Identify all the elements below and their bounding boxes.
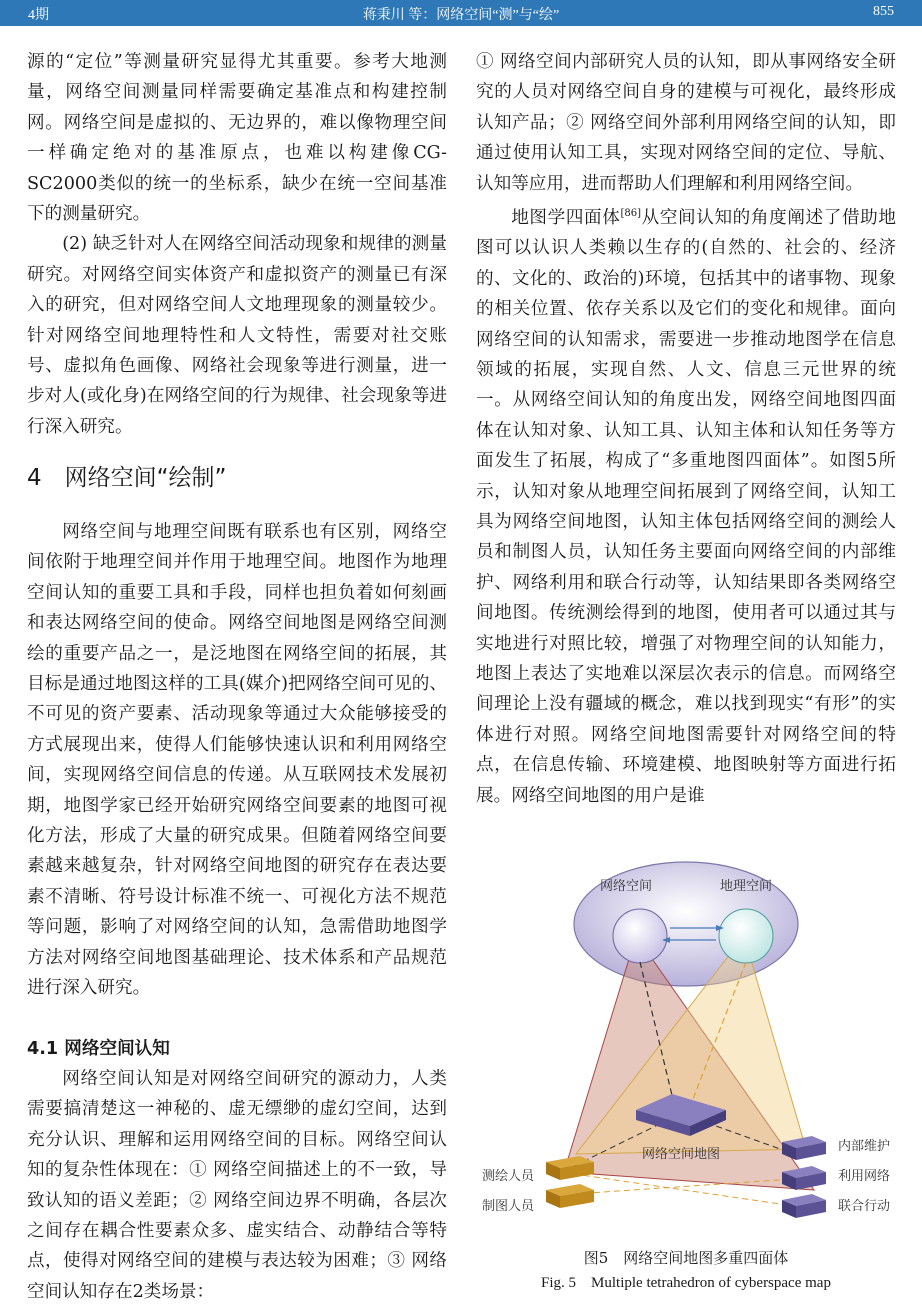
surveyor-label: 测绘人员 <box>482 1169 535 1184</box>
joint-label: 联合行动 <box>838 1199 891 1214</box>
cyberspace-label: 网络空间 <box>599 879 653 894</box>
figure-caption-en: Fig. 5 Multiple tetrahedron of cyberspace map <box>541 1275 831 1291</box>
paragraph <box>476 199 896 811</box>
geospace-sphere <box>719 909 773 963</box>
geospace-label: 地理空间 <box>719 879 773 894</box>
cartographer-box <box>546 1184 594 1208</box>
surveyor-box <box>546 1156 594 1180</box>
paragraph: ① 网络空间内部研究人员的认知，即从事网络安全研究的人员对网络空间自身的建模与可视化，最终形成认知产品；② 网络空间外部利用网络空间的认知，即通过使用认知工具，实现对网络空间的定位、导航、认知等应用，进而帮助人们理解和利用网络空间。 <box>476 52 896 194</box>
left-column-top <box>27 47 447 442</box>
maintain-label: 内部维护 <box>838 1139 891 1154</box>
page-number: 855 <box>873 4 894 19</box>
page-header <box>0 0 922 26</box>
cartographer-label: 制图人员 <box>482 1199 535 1214</box>
right-column <box>476 47 896 811</box>
joint-box <box>782 1194 826 1218</box>
figure-5 <box>476 854 896 1254</box>
running-title: 蒋秉川 等：网络空间“测”与“绘” <box>362 8 560 23</box>
term: 地图学四面体 <box>511 207 621 228</box>
paragraph: (2) 缺乏针对人在网络空间活动现象和规律的测量研究。对网络空间实体资产和虚拟资产的测量已有深入的研究，但对网络空间人文地理现象的测量较少。针对网络空间地理特性和人文特性，需要对社交账号、虚拟角色画像、网络社会现象等进行测量，进一步对人(或化身)在网络空间的行为规律、社会现象等进行深入研究。 <box>27 234 447 437</box>
map-label: 网络空间地图 <box>641 1147 721 1162</box>
section-heading: 4 网络空间“绘制” <box>27 465 227 491</box>
paragraph: 网络空间认知是对网络空间研究的源动力，人类需要搞清楚这一神秘的、虚无缥缈的虚幻空间，达到充分认识、理解和运用网络空间的目标。网络空间认知的复杂性体现在：① 网络空间描述上的不一致，导致认知的语义差距；② 网络空间边界不明确，各层次之间存在耦合性要素众多、虚实结合、动静结合等特点，使得对网络空间的建模与表达较为困难；③ 网络空间认知存在2类场景： <box>27 1069 447 1302</box>
citation-ref[interactable]: [86] <box>620 208 641 220</box>
paragraph: 网络空间与地理空间既有联系也有区别，网络空间依附于地理空间并作用于地理空间。地图作为地理空间认知的重要工具和手段，同样也担负着如何刻画和表达网络空间的使命。网络空间地图是网络空间测绘的重要产品之一，是泛地图在网络空间的拓展，其目标是通过地图这样的工具(媒介)把网络空间可见的、不可见的资产要素、活动现象等通过大众能够接受的方式展现出来，使得人们能够快速认识和利用网络空间，实现网络空间信息的传递。从互联网技术发展初期，地图学家已经开始研究网络空间要素的地图可视化方法，形成了大量的研究成果。但随着网络空间要素越来越复杂，针对网络空间地图的研究存在表达要素不清晰、符号设计标准不统一、可视化方法不规范等问题，影响了对网络空间的认知，急需借助地图学方法对网络空间地图基础理论、技术体系和产品规范进行深入研究。 <box>27 522 447 999</box>
paragraph-text: 从空间认知的角度阐述了借助地图可以认识人类赖以生存的(自然的、社会的、经济的、文化的、政治的)环境，包括其中的诸事物、现象的相关位置、依存关系以及它们的变化和规律。面向网络空间的认知需求，需要进一步推动地图学在信息领域的拓展，实现自然、人文、信息三元世界的统一。从网络空间认知的角度出发，网络空间地图四面体在认知对象、认知工具、认知主体和认知任务等方面发生了拓展，构成了“多重地图四面体”。如图5所示，认知对象从地理空间拓展到了网络空间，认知工具为网络空间地图，认知主体包括网络空间的测绘人员和制图人员，认知任务主要面向网络空间的内部维护、网络利用和联合行动等，认知结果即各类网络空间地图。传统测绘得到的地图，使用者可以通过其与实地进行对照比较，增强了对物理空间的认知能力，地图上表达了实地难以深层次表示的信息。而网络空间理论上没有疆域的概念，难以找到现实“有形”的实体进行对照。网络空间地图需要针对网络空间的特点，在信息传输、环境建模、地图映射等方面进行拓展。网络空间地图的用户是谁 <box>476 207 896 806</box>
left-column-bottom <box>27 1064 447 1307</box>
subsection-heading: 4.1 网络空间认知 <box>27 1039 170 1059</box>
left-column-middle <box>27 517 447 1004</box>
cyberspace-sphere <box>613 909 667 963</box>
use-label: 利用网络 <box>838 1169 891 1184</box>
figure-caption-cn: 图5 网络空间地图多重四面体 <box>583 1249 789 1267</box>
paragraph: 源的“定位”等测量研究显得尤其重要。参考大地测量，网络空间测量同样需要确定基准点和构建控制网。网络空间是虚拟的、无边界的，难以像物理空间一样确定绝对的基准原点，也难以构建像CG-SC2000类似的统一的坐标系，缺少在统一空间基准下的测量研究。 <box>27 52 447 225</box>
issue-number: 4期 <box>28 8 49 23</box>
